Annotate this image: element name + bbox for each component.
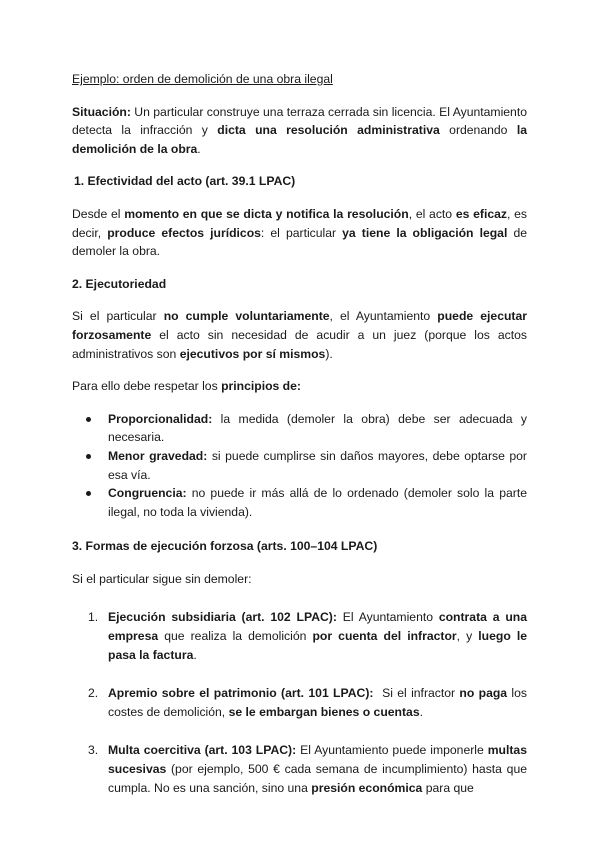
text-span: (por ejemplo, 500 € cada semana de incumplimiento) hasta que cumpla. No es una sanción, sino una (108, 762, 527, 795)
section-2-heading: 2. Ejecutoriedad (72, 276, 167, 291)
text-span: el acto sin necesidad de acudir a un juez (porque los actos administrativos son (72, 327, 527, 361)
bold-span: la demolición de la obra (72, 123, 527, 156)
text-span: que realiza la demolición (158, 629, 313, 644)
text-span: . (419, 704, 423, 719)
text-span: El Ayuntamiento (336, 610, 439, 625)
bold-span: ya tiene la obligación legal (342, 225, 508, 240)
bold-span: no paga (459, 686, 508, 701)
principles-list (72, 410, 527, 522)
bold-span: Menor gravedad: (108, 448, 208, 463)
bold-span: es eficaz (455, 206, 507, 221)
text-span: : el particular (260, 225, 343, 240)
bold-span: luego le pasa la factura (108, 629, 527, 662)
list-item (72, 410, 527, 447)
document-content (72, 70, 527, 817)
list-number: 1. (88, 610, 99, 625)
bullet-icon (86, 417, 91, 422)
bold-span: Ejecución subsidiaria (art. 102 LPAC): (108, 610, 337, 625)
section-3-intro: Si el particular sigue sin demoler: (72, 571, 252, 586)
text-span: , el Ayuntamiento (329, 309, 438, 324)
text-span: Si el infractor (373, 686, 460, 701)
bold-span: puede ejecutar forzosamente (72, 309, 527, 342)
text-span: la medida (demoler la obra) debe ser adecuada y necesaria. (108, 411, 527, 445)
document-title: Ejemplo: orden de demolición de una obra ilegal (72, 72, 333, 86)
list-item (72, 484, 527, 521)
bold-span: presión económica (311, 780, 423, 795)
section-2-paragraph (72, 307, 527, 363)
enforcement-list (72, 608, 527, 797)
text-span: ). (325, 346, 333, 361)
bold-span: dicta una resolución administrativa (217, 123, 440, 138)
text-span: de demoler la obra. (72, 225, 527, 259)
principles-intro (72, 377, 527, 396)
bullet-icon (86, 491, 91, 496)
list-item (72, 608, 527, 664)
bullet-icon (86, 454, 91, 459)
bold-span: Multa coercitiva (art. 103 LPAC): (108, 743, 297, 758)
text-span: Para ello debe respetar los (72, 379, 222, 394)
text-span: Si el particular (72, 309, 164, 324)
text-span: . (197, 141, 201, 156)
text-span: , es decir, (72, 206, 527, 240)
bold-span: principios de: (221, 379, 301, 394)
list-number: 2. (88, 686, 99, 701)
text-span: no puede ir más allá de lo ordenado (demoler solo la parte ilegal, no toda la vivienda). (108, 486, 527, 519)
bold-span: multas sucesivas (108, 743, 527, 777)
text-span: los costes de demolición, (108, 686, 527, 719)
bold-span: Congruencia: (108, 486, 187, 501)
list-item (72, 741, 527, 797)
bold-span: se le embargan bienes o cuentas (228, 704, 420, 719)
text-span: Desde el (72, 206, 125, 221)
bold-span: produce efectos jurídicos (107, 225, 261, 240)
text-span: ordenando (439, 123, 517, 138)
bold-span: contrata a una empresa (108, 610, 527, 644)
text-span: si puede cumplirse sin daños mayores, debe optarse por esa vía. (108, 448, 527, 482)
text-span: para que (422, 780, 474, 795)
bold-span: momento en que se dicta y notifica la resolución (124, 206, 409, 221)
situation-paragraph (72, 103, 527, 159)
bold-span: por cuenta del infractor (312, 629, 457, 644)
text-span: El Ayuntamiento puede imponerle (296, 743, 488, 758)
bold-span: Proporcionalidad: (108, 411, 213, 426)
list-item (72, 447, 527, 484)
bold-span: Apremio sobre el patrimonio (art. 101 LPAC): (108, 686, 374, 701)
section-1-paragraph (72, 205, 527, 261)
text-span: Un particular construye una terraza cerrada sin licencia. El Ayuntamiento detecta la infracción y (72, 104, 527, 138)
section-3-heading: 3. Formas de ejecución forzosa (arts. 100–104 LPAC) (72, 539, 378, 554)
list-number: 3. (88, 743, 99, 758)
situation-label: Situación: (72, 104, 131, 119)
bold-span: ejecutivos por sí mismos (179, 346, 326, 361)
text-span: , y (456, 629, 479, 644)
text-span: , el acto (408, 206, 456, 221)
bold-span: no cumple voluntariamente (163, 309, 330, 324)
section-1-heading: 1. Efectividad del acto (art. 39.1 LPAC) (74, 174, 296, 189)
text-span: . (193, 647, 197, 662)
list-item (72, 684, 527, 721)
